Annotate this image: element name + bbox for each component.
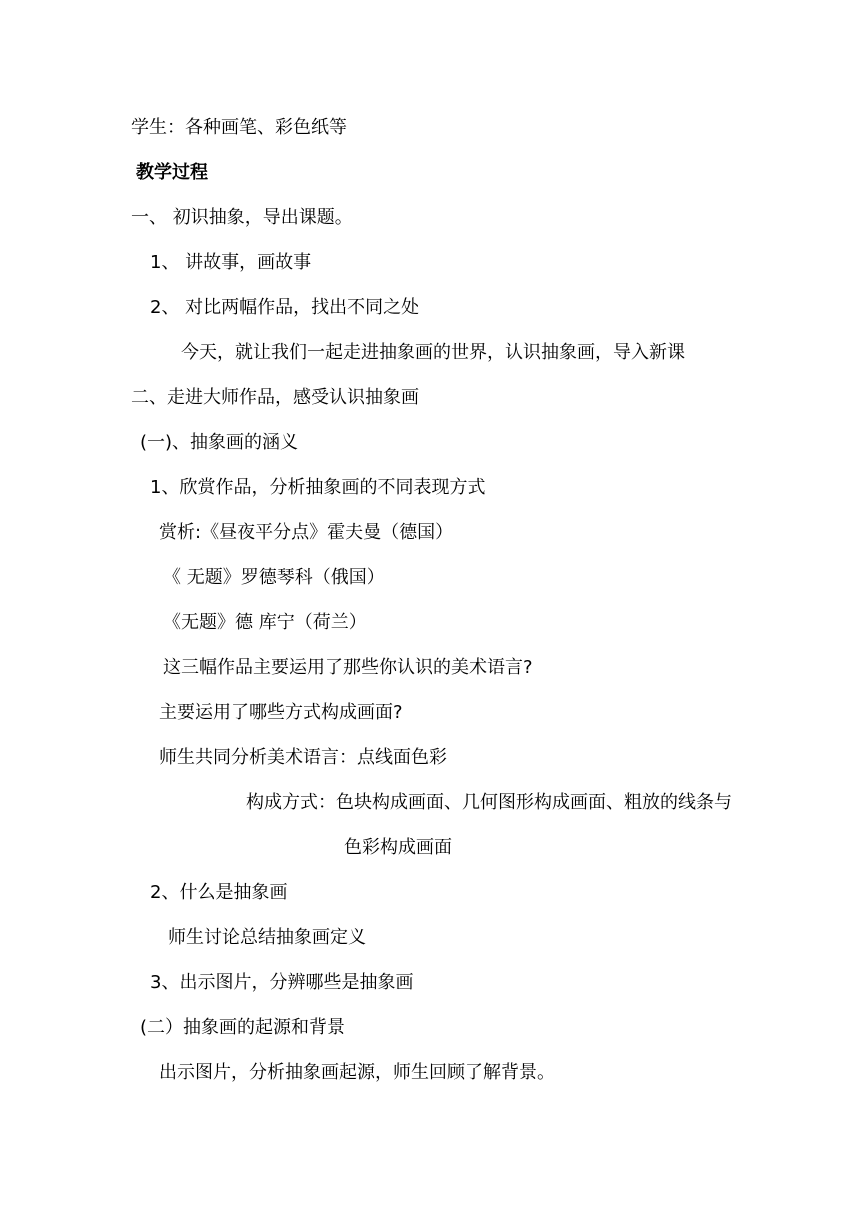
question-1: 这三幅作品主要运用了那些你认识的美术语言? bbox=[163, 657, 533, 678]
section-2a-item-2-note: 师生讨论总结抽象画定义 bbox=[168, 927, 366, 948]
section-2b-note: 出示图片，分析抽象画起源，师生回顾了解背景。 bbox=[159, 1062, 555, 1083]
analysis-line: 师生共同分析美术语言：点线面色彩 bbox=[159, 747, 447, 768]
section-2b-title: (二）抽象画的起源和背景 bbox=[140, 1017, 346, 1038]
section-2a-item-1: 1、欣赏作品，分析抽象画的不同表现方式 bbox=[150, 477, 486, 498]
section-2a-item-2: 2、什么是抽象画 bbox=[150, 882, 288, 903]
question-2: 主要运用了哪些方式构成画面? bbox=[159, 702, 403, 723]
appreciation-work-3: 《无题》德 库宁（荷兰） bbox=[163, 612, 367, 633]
appreciation-work-1: 赏析:《昼夜平分点》霍夫曼（德国） bbox=[159, 522, 454, 543]
teaching-process-heading: 教学过程 bbox=[136, 162, 208, 183]
composition-line-1: 构成方式：色块构成画面、几何图形构成画面、粗放的线条与 bbox=[246, 792, 732, 813]
appreciation-work-2: 《 无题》罗德琴科（俄国） bbox=[163, 567, 385, 588]
section-1-title: 一、 初识抽象，导出课题。 bbox=[131, 207, 353, 228]
section-1-item-2: 2、 对比两幅作品，找出不同之处 bbox=[150, 297, 420, 318]
section-1-item-1: 1、 讲故事，画故事 bbox=[150, 252, 312, 273]
section-2-title: 二、走进大师作品，感受认识抽象画 bbox=[131, 387, 419, 408]
students-materials-line: 学生：各种画笔、彩色纸等 bbox=[131, 117, 347, 138]
composition-line-2: 色彩构成画面 bbox=[344, 837, 452, 858]
section-1-note: 今天，就让我们一起走进抽象画的世界，认识抽象画，导入新课 bbox=[181, 342, 685, 363]
section-2a-title: (一)、抽象画的涵义 bbox=[140, 432, 299, 453]
section-2a-item-3: 3、出示图片，分辨哪些是抽象画 bbox=[150, 972, 414, 993]
